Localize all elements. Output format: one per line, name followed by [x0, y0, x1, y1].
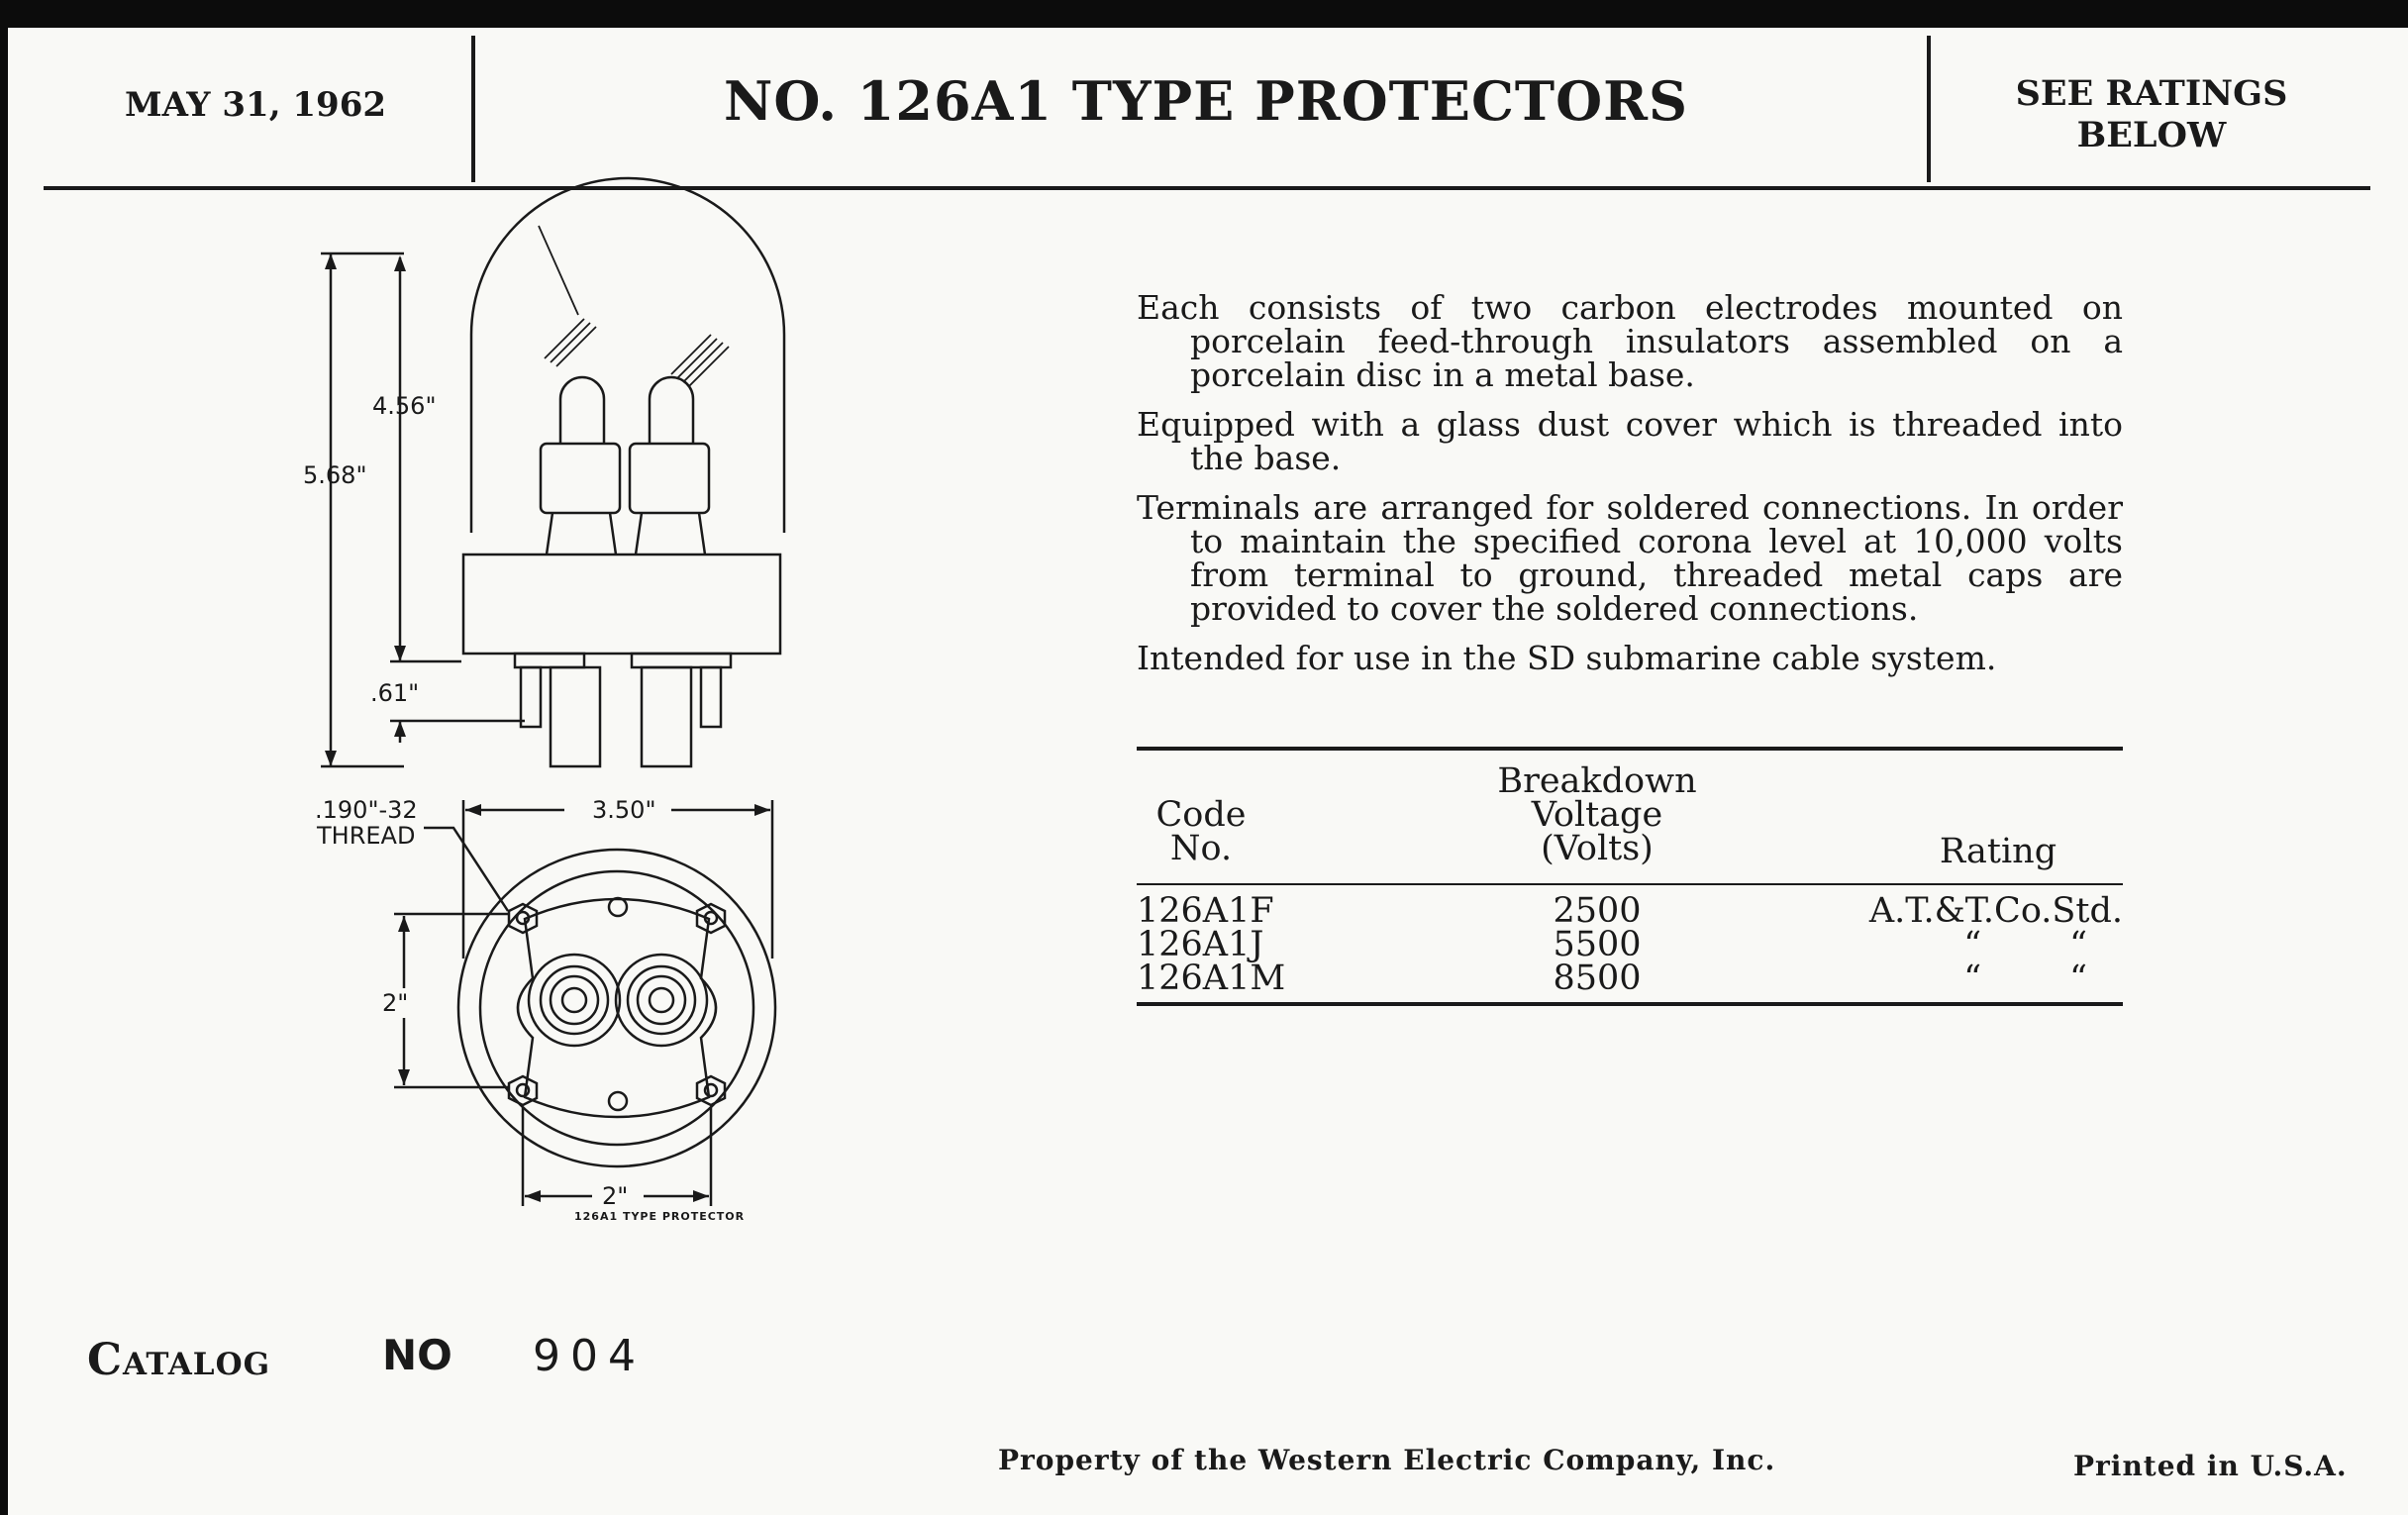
- description-paragraph: Equipped with a glass dust cover which is threaded into the base.: [1137, 405, 2123, 477]
- drawing-caption: 126A1 TYPE PROTECTOR: [574, 1210, 746, 1223]
- description-paragraph: Terminals are arranged for soldered connections. In order to maintain the specified corona level at 10,000 volts from terminal to ground, threaded metal caps are provided to cover the soldered connections.: [1137, 488, 2123, 628]
- header-rating: Rating: [1939, 832, 2057, 871]
- cell-voltage: 2500: [1553, 891, 1642, 931]
- catalog-card: [8, 28, 2408, 1515]
- cell-code: 126A1J: [1137, 925, 1264, 964]
- ratings-note-line1: SEE RATINGS: [2015, 73, 2288, 114]
- electrode-left: [541, 377, 620, 555]
- dim-vertical-spacing: 2": [382, 989, 409, 1017]
- table-row: [1137, 959, 2123, 998]
- cell-voltage: 5500: [1553, 925, 1642, 964]
- dim-base-width: 3.50": [592, 796, 656, 824]
- description: [1137, 288, 2123, 691]
- description-paragraph: Intended for use in the SD submarine cable system.: [1137, 639, 1997, 677]
- catalog-label: Catalog: [87, 1335, 271, 1385]
- electrode-bottom-left: [529, 955, 620, 1046]
- cell-code: 126A1F: [1137, 891, 1274, 931]
- cell-rating: A.T.&T.Co.Std.: [1868, 891, 2123, 931]
- catalog-no-label: NO: [382, 1331, 452, 1379]
- table-row: [1137, 891, 2123, 931]
- mounting-nut-br: [697, 1076, 725, 1105]
- header-divider-right: [1927, 36, 1931, 182]
- terminal-left: [515, 654, 600, 766]
- table-header-rule: [1137, 883, 2123, 885]
- ratings-note: [1949, 73, 2355, 156]
- cell-code: 126A1M: [1137, 959, 1286, 998]
- header-divider-left: [471, 36, 475, 182]
- ratings-note-line2: BELOW: [2076, 115, 2227, 155]
- glass-dust-cover: [471, 178, 784, 533]
- page-title: NO. 126A1 TYPE PROTECTORS: [723, 69, 1689, 133]
- dim-cover-height: 4.56": [372, 392, 437, 420]
- header-voltage: Breakdown Voltage (Volts): [1497, 761, 1697, 868]
- dim-overall-height: 5.68": [303, 461, 367, 489]
- electrode-right: [630, 377, 709, 555]
- dim-thread-label: THREAD: [317, 822, 416, 850]
- footer-printed: Printed in U.S.A.: [2073, 1450, 2348, 1482]
- glass-highlight-left: [539, 226, 596, 366]
- terminal-right: [632, 654, 731, 766]
- dim-thread-size: .190"-32: [315, 796, 418, 824]
- header-rule: [44, 186, 2370, 190]
- cell-rating: “ “: [1963, 959, 2087, 998]
- catalog-number: 904: [533, 1331, 646, 1381]
- table-row: [1137, 925, 2123, 964]
- description-paragraph: Each consists of two carbon electrodes mounted on porcelain feed-through insulators assembled on a porcelain disc in a metal base.: [1137, 288, 2123, 394]
- dim-terminal-length: .61": [370, 679, 420, 707]
- cell-voltage: 8500: [1553, 959, 1642, 998]
- dim-horizontal-spacing: 2": [602, 1182, 629, 1210]
- table-top-rule: [1137, 747, 2123, 751]
- ratings-table: [1137, 721, 2123, 1018]
- mounting-nut-bl: [509, 1076, 537, 1105]
- footer-property: Property of the Western Electric Company, Inc.: [998, 1444, 1776, 1476]
- electrode-bottom-right: [616, 955, 707, 1046]
- cell-rating: “ “: [1963, 925, 2087, 964]
- header-code: Code No.: [1155, 795, 1247, 868]
- metal-base: [463, 555, 780, 654]
- table-bottom-rule: [1137, 1002, 2123, 1006]
- protector-drawing: [295, 226, 810, 1223]
- issue-date: MAY 31, 1962: [124, 85, 387, 125]
